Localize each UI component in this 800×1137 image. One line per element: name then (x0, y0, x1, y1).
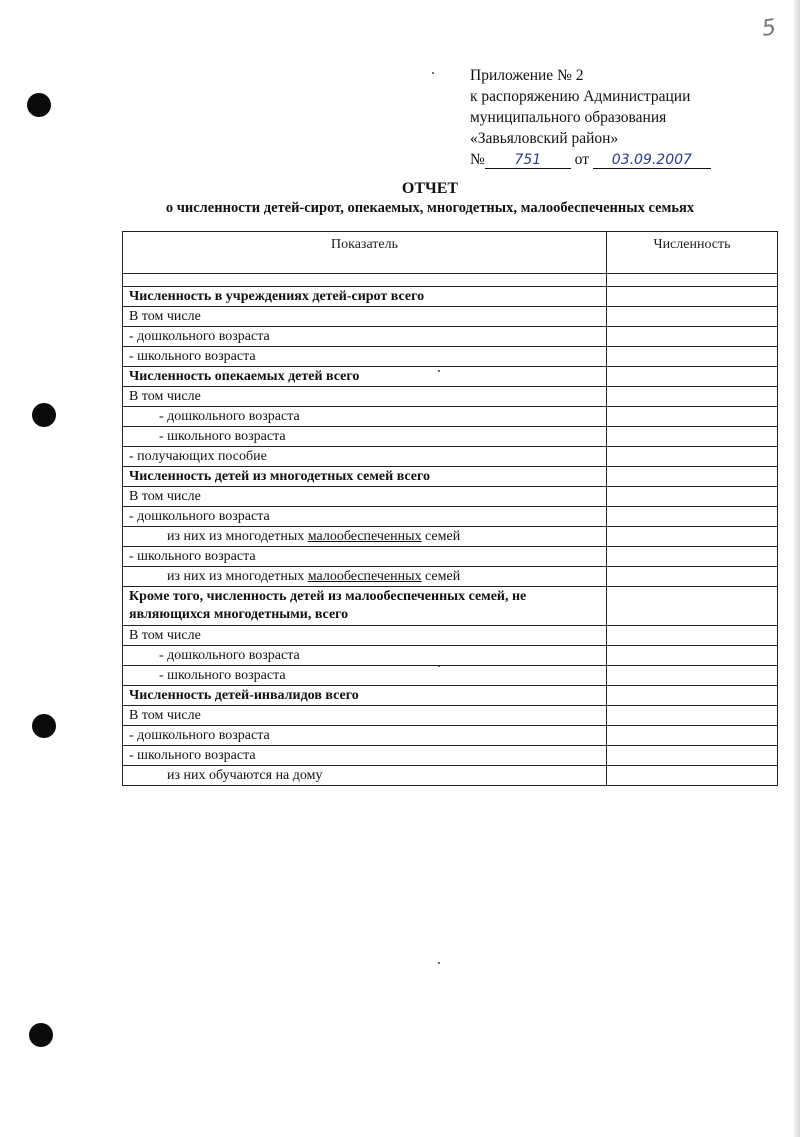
row-value[interactable] (607, 547, 778, 567)
row-label: Численность в учреждениях детей-сирот всего (123, 287, 607, 307)
row-value[interactable] (607, 706, 778, 726)
annex-block (470, 65, 711, 170)
row-value[interactable] (607, 626, 778, 646)
annex-line-3: муниципального образования (470, 109, 667, 126)
row-label: - школьного возраста (123, 427, 607, 447)
row-value[interactable] (607, 387, 778, 407)
document-subtitle: о численности детей-сирот, опекаемых, многодетных, малообеспеченных семьях (165, 200, 695, 216)
table-row (123, 467, 778, 487)
header-indicator: Показатель (123, 232, 607, 274)
table-row (123, 387, 778, 407)
table-row (123, 567, 778, 587)
handwritten-order-date: 03.09.2007 (593, 152, 711, 169)
row-label: - дошкольного возраста (123, 646, 607, 666)
row-value[interactable] (607, 766, 778, 786)
table-row (123, 347, 778, 367)
table-row (123, 706, 778, 726)
row-label (123, 567, 607, 587)
annex-line-2: к распоряжению Администрации (470, 88, 691, 105)
table-row (123, 646, 778, 666)
row-label: - дошкольного возраста (123, 407, 607, 427)
row-label: - дошкольного возраста (123, 507, 607, 527)
row-value[interactable] (607, 427, 778, 447)
row-value[interactable] (607, 646, 778, 666)
table-row (123, 587, 778, 626)
row-label: В том числе (123, 307, 607, 327)
row-label: В том числе (123, 487, 607, 507)
row-value[interactable] (607, 666, 778, 686)
header-count: Численность (607, 232, 778, 274)
table-row (123, 487, 778, 507)
row-value[interactable] (607, 347, 778, 367)
row-label (123, 527, 607, 547)
row-value[interactable] (607, 467, 778, 487)
row-label: - получающих пособие (123, 447, 607, 467)
punch-hole-4 (29, 1023, 53, 1047)
scan-speck (432, 72, 434, 74)
row-label: Численность опекаемых детей всего (123, 367, 607, 387)
row-label-part: малообеспеченных (307, 529, 422, 544)
row-label: - школьного возраста (123, 347, 607, 367)
table-row (123, 507, 778, 527)
table-row (123, 666, 778, 686)
row-value[interactable] (607, 507, 778, 527)
table-spacer-row (123, 274, 778, 287)
row-value[interactable] (607, 527, 778, 547)
row-label: Кроме того, численность детей из малообеспеченных семей, не являющихся многодетными, всего (123, 587, 607, 626)
page-edge-shadow (794, 0, 800, 1137)
table-row (123, 307, 778, 327)
row-label-part: из них из многодетных (167, 529, 308, 544)
table-row (123, 726, 778, 746)
row-label: - школьного возраста (123, 547, 607, 567)
row-value[interactable] (607, 487, 778, 507)
row-value[interactable] (607, 567, 778, 587)
spacer-cell (123, 274, 607, 287)
row-value[interactable] (607, 327, 778, 347)
annex-line-4: «Завьяловский район» (470, 130, 619, 147)
row-label-part: малообеспеченных (307, 569, 422, 584)
table-row (123, 367, 778, 387)
row-value[interactable] (607, 287, 778, 307)
table-row (123, 766, 778, 786)
table-row (123, 686, 778, 706)
annex-number-line (470, 149, 711, 170)
row-label: - школьного возраста (123, 666, 607, 686)
row-label: из них обучаются на дому (123, 766, 607, 786)
row-label: - школьного возраста (123, 746, 607, 766)
table-header-row (123, 232, 778, 274)
document-title: ОТЧЕТ (401, 180, 459, 197)
row-value[interactable] (607, 726, 778, 746)
table-row (123, 427, 778, 447)
report-table (122, 231, 778, 786)
spacer-cell (607, 274, 778, 287)
table-row (123, 287, 778, 307)
punch-hole-3 (32, 714, 56, 738)
row-label: Численность детей из многодетных семей всего (123, 467, 607, 487)
table-row (123, 626, 778, 646)
table-row (123, 527, 778, 547)
table-row (123, 746, 778, 766)
row-label: В том числе (123, 626, 607, 646)
row-label-part: семей (421, 529, 461, 544)
row-label-part: из них из многодетных (167, 569, 308, 584)
table-row (123, 407, 778, 427)
row-label: В том числе (123, 387, 607, 407)
row-label: Численность детей-инвалидов всего (123, 686, 607, 706)
row-value[interactable] (607, 746, 778, 766)
row-label: В том числе (123, 706, 607, 726)
row-label: - дошкольного возраста (123, 327, 607, 347)
punch-hole-2 (32, 403, 56, 427)
row-label: - дошкольного возраста (123, 726, 607, 746)
row-value[interactable] (607, 367, 778, 387)
table-row (123, 327, 778, 347)
row-label-part: семей (421, 569, 461, 584)
table-row (123, 447, 778, 467)
date-prefix: от (574, 151, 589, 168)
handwritten-order-number: 751 (485, 152, 571, 169)
punch-hole-1 (27, 93, 51, 117)
row-value[interactable] (607, 686, 778, 706)
row-value[interactable] (607, 587, 778, 626)
number-prefix: № (470, 151, 485, 168)
table-row (123, 547, 778, 567)
scan-speck (438, 962, 440, 964)
row-value[interactable] (607, 447, 778, 467)
handwritten-page-number: 5 (760, 15, 778, 42)
annex-line-1: Приложение № 2 (470, 67, 584, 84)
row-value[interactable] (607, 407, 778, 427)
row-value[interactable] (607, 307, 778, 327)
